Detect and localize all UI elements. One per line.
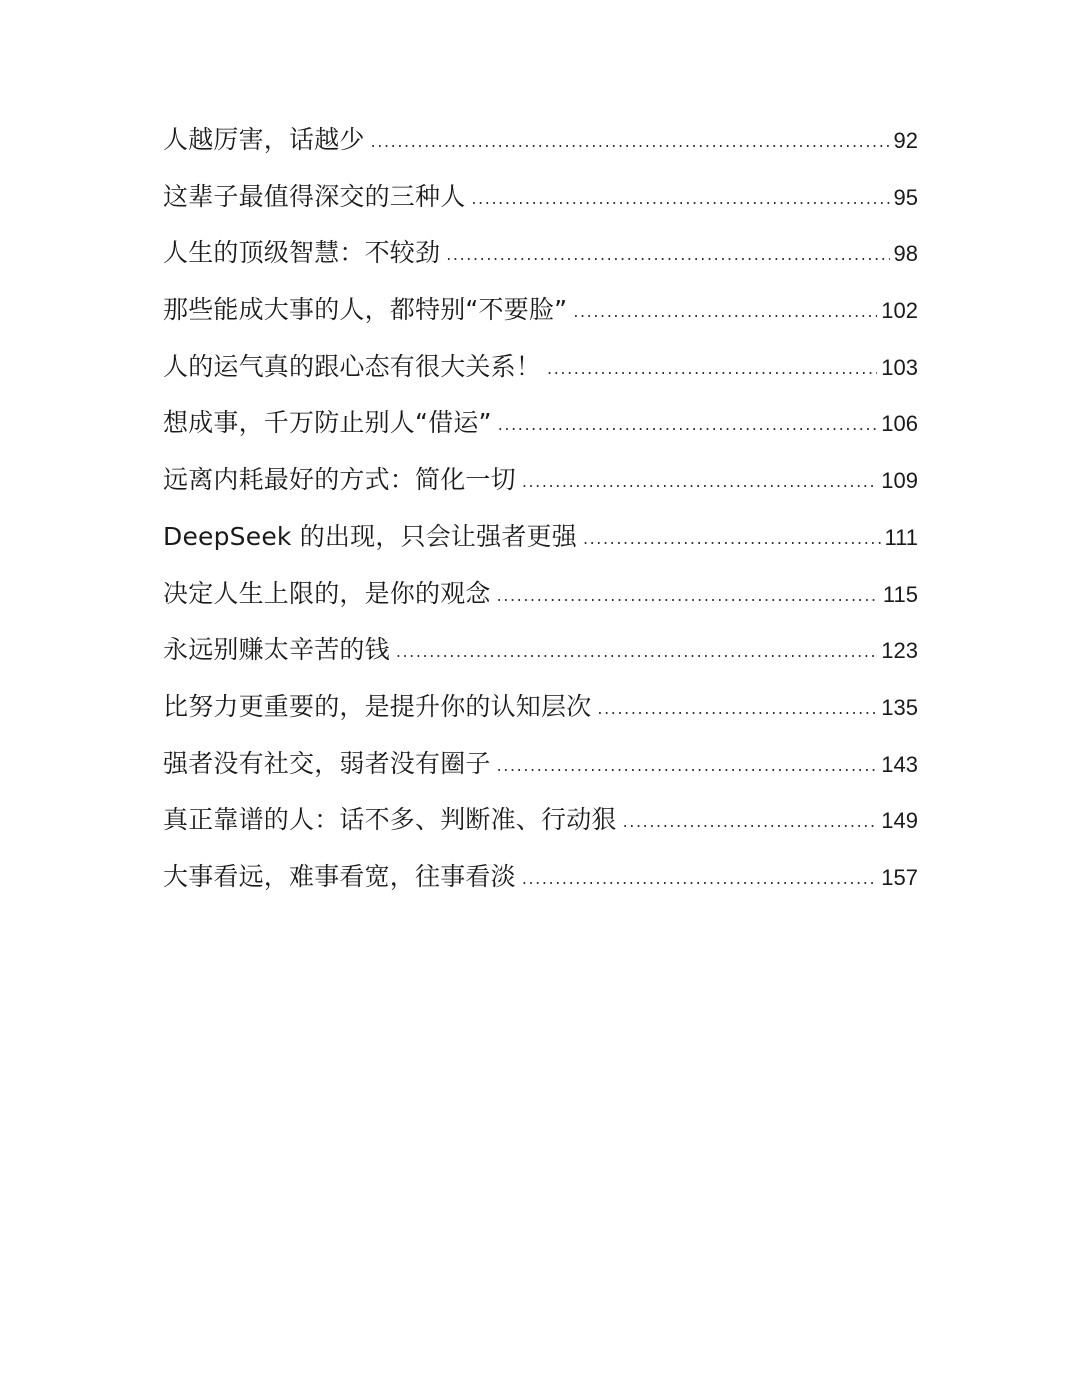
toc-dot-leader — [446, 247, 889, 263]
toc-dot-leader — [583, 531, 881, 547]
toc-entry-page: 109 — [881, 468, 918, 494]
toc-entry-title: 大事看远，难事看宽，往事看淡 — [163, 861, 516, 891]
toc-entry[interactable] — [163, 282, 918, 339]
toc-dot-leader — [573, 304, 877, 320]
toc-entry-title: 远离内耗最好的方式：简化一切 — [163, 465, 516, 495]
toc-entry-page: 103 — [881, 354, 918, 380]
toc-entry[interactable] — [163, 509, 918, 566]
toc-entry[interactable] — [163, 679, 918, 736]
toc-entry[interactable] — [163, 566, 918, 623]
table-of-contents — [163, 112, 918, 906]
toc-entry[interactable] — [163, 622, 918, 679]
toc-entry-title: 这辈子最值得深交的三种人 — [163, 181, 466, 211]
toc-entry-title: 永远别赚太辛苦的钱 — [163, 635, 390, 665]
toc-entry[interactable] — [163, 452, 918, 509]
toc-entry-page: 157 — [881, 864, 918, 890]
toc-entry[interactable] — [163, 225, 918, 282]
toc-entry[interactable] — [163, 849, 918, 906]
toc-dot-leader — [623, 814, 878, 830]
toc-entry-title: 决定人生上限的，是你的观念 — [163, 578, 491, 608]
toc-entry-page: 123 — [881, 638, 918, 664]
toc-entry-page: 92 — [893, 128, 918, 153]
toc-dot-leader — [497, 588, 879, 604]
toc-entry-page: 98 — [893, 241, 918, 267]
toc-entry-page: 135 — [881, 694, 918, 720]
toc-entry-title: 人的运气真的跟心态有很大关系！ — [163, 351, 542, 381]
toc-dot-leader — [396, 644, 877, 660]
toc-entry[interactable] — [163, 112, 918, 169]
toc-dot-leader — [371, 134, 890, 150]
toc-entry-page: 95 — [893, 184, 918, 210]
toc-entry-title: 比努力更重要的，是提升你的认知层次 — [163, 691, 592, 721]
toc-entry[interactable] — [163, 792, 918, 849]
toc-entry-page: 102 — [881, 298, 918, 324]
toc-dot-leader — [497, 758, 878, 774]
toc-dot-leader — [597, 701, 877, 717]
toc-entry-title: 想成事，千万防止别人“借运” — [163, 408, 492, 438]
toc-entry[interactable] — [163, 339, 918, 396]
toc-dot-leader — [498, 417, 878, 433]
toc-dot-leader — [522, 871, 877, 887]
toc-dot-leader — [471, 191, 889, 207]
toc-entry-page: 111 — [884, 524, 918, 550]
toc-entry-page: 106 — [881, 411, 918, 437]
toc-entry-page: 149 — [881, 808, 918, 834]
toc-entry-title: 真正靠谱的人：话不多、判断准、行动狠 — [163, 805, 617, 835]
toc-entry[interactable] — [163, 169, 918, 226]
toc-entry[interactable] — [163, 736, 918, 793]
toc-entry-title: DeepSeek 的出现，只会让强者更强 — [163, 521, 577, 551]
toc-entry[interactable] — [163, 395, 918, 452]
toc-entry-title: 人越厉害，话越少 — [163, 125, 365, 154]
toc-dot-leader — [547, 361, 877, 377]
toc-entry-page: 115 — [882, 581, 918, 607]
toc-entry-page: 143 — [881, 751, 918, 777]
toc-entry-title: 强者没有社交，弱者没有圈子 — [163, 748, 491, 778]
toc-entry-title: 人生的顶级智慧：不较劲 — [163, 238, 441, 268]
toc-dot-leader — [522, 474, 877, 490]
toc-entry-title: 那些能成大事的人，都特别“不要脸” — [163, 295, 568, 325]
